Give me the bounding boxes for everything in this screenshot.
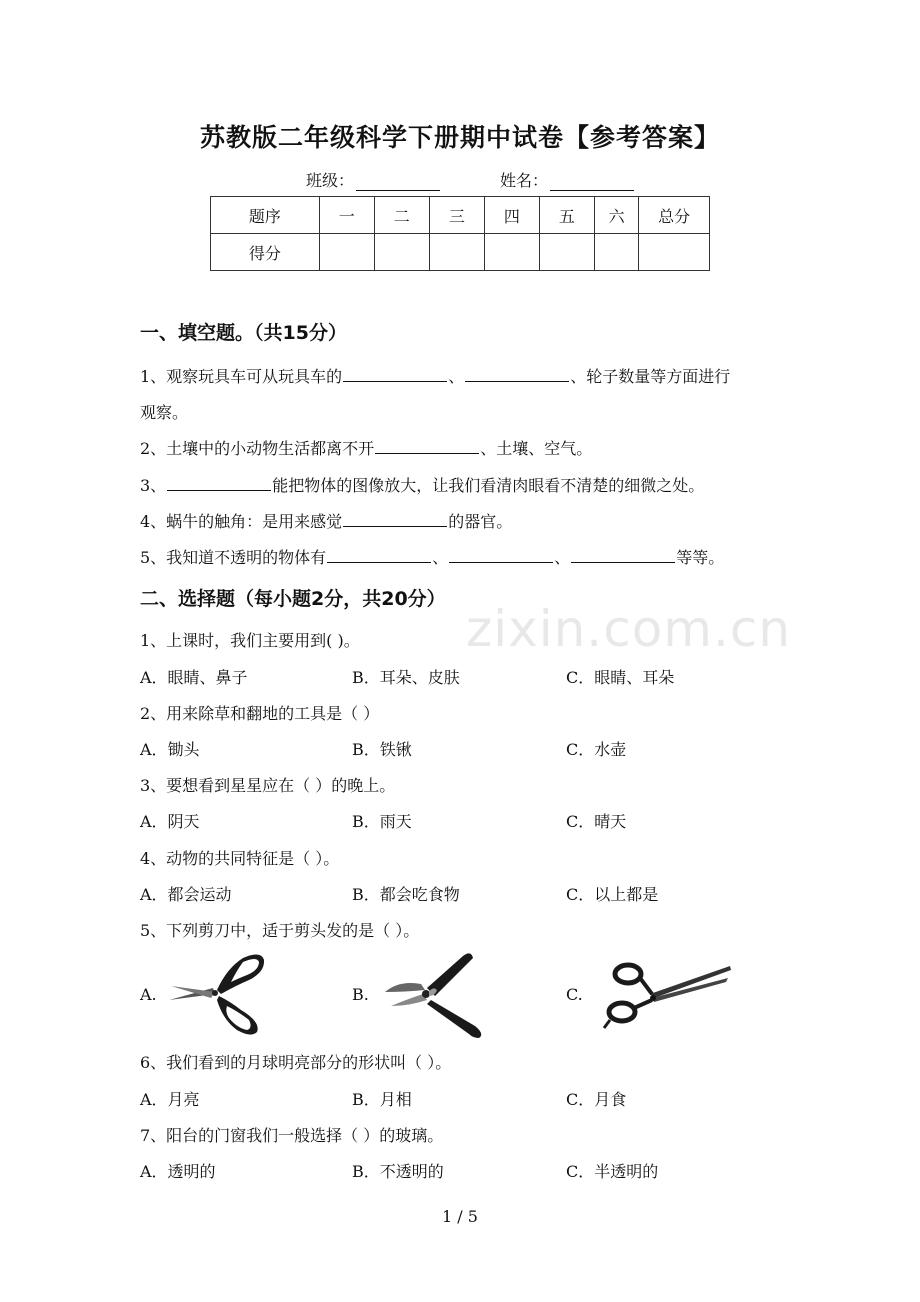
score-header-cell: 六 [594, 197, 638, 234]
fill-question-4 [140, 509, 512, 532]
choice-option-b: B．雨天 [352, 812, 412, 831]
class-field [306, 168, 440, 191]
choice-question-stem: 5、下列剪刀中，适于剪头发的是（ ）。 [140, 921, 420, 940]
choice-question-stem: 6、我们看到的月球明亮部分的形状叫（ ）。 [140, 1053, 452, 1072]
score-table-score-row [211, 234, 710, 271]
choice-question-stem: 2、用来除草和翻地的工具是（ ） [140, 704, 380, 723]
answer-blank [375, 437, 479, 454]
q3-text-cont: 能把物体的图像放大，让我们看清肉眼看不清楚的细微之处。 [272, 476, 705, 495]
choice-option-c: C．月食 [566, 1090, 627, 1109]
q1-sep: 、 [448, 367, 465, 386]
score-cell [594, 234, 638, 271]
answer-blank [327, 546, 431, 563]
score-table [210, 196, 710, 271]
choice-option-b: B．月相 [352, 1090, 412, 1109]
choice-option-a: A. [140, 985, 157, 1004]
exam-title: 苏教版二年级科学下册期中试卷【参考答案】 [199, 123, 720, 152]
score-header-cell: 五 [539, 197, 594, 234]
score-cell [484, 234, 539, 271]
q1-text-cont: 、轮子数量等方面进行 [570, 367, 731, 386]
choice-option-c: C．晴天 [566, 812, 627, 831]
choice-option-c: C．眼睛、耳朵 [566, 668, 675, 687]
score-header-cell: 一 [319, 197, 374, 234]
class-label: 班级： [306, 171, 355, 190]
score-header-cell: 二 [374, 197, 429, 234]
household-scissors-icon [165, 948, 270, 1038]
choice-question-stem: 3、要想看到星星应在（ ）的晚上。 [140, 776, 396, 795]
choice-option-a: A．锄头 [140, 740, 200, 759]
score-cell [374, 234, 429, 271]
answer-blank [465, 365, 569, 382]
q1-text: 1、观察玩具车可从玩具车的 [140, 367, 343, 386]
score-row-label: 得分 [211, 234, 320, 271]
q5-text: 5、我知道不透明的物体有 [140, 548, 327, 567]
fill-question-5 [140, 545, 724, 568]
answer-blank [449, 546, 553, 563]
choice-option-c: C．水壶 [566, 740, 627, 759]
choice-question-stem: 7、阳台的门窗我们一般选择（ ）的玻璃。 [140, 1126, 444, 1145]
choice-question-stem: 4、动物的共同特征是（ ）。 [140, 849, 340, 868]
name-blank [550, 174, 634, 191]
answer-blank [167, 474, 271, 491]
choice-option-c: C．半透明的 [566, 1162, 659, 1181]
q4-text: 4、蜗牛的触角：是用来感觉 [140, 512, 343, 531]
answer-blank [343, 365, 447, 382]
score-table-header-row [211, 197, 710, 234]
score-header-cell: 四 [484, 197, 539, 234]
choice-option-a: A．都会运动 [140, 885, 232, 904]
choice-option-b: B．不透明的 [352, 1162, 444, 1181]
answer-blank [343, 510, 447, 527]
name-field [500, 168, 634, 191]
hair-scissors-icon [598, 958, 733, 1030]
name-label: 姓名： [500, 171, 549, 190]
score-header-cell: 总分 [639, 197, 710, 234]
q5-sep: 、 [432, 548, 449, 567]
class-blank [356, 174, 440, 191]
choice-question-stem: 1、上课时，我们主要用到( )。 [140, 631, 360, 650]
page-indicator: 1 / 5 [442, 1207, 478, 1226]
score-header-cell: 题序 [211, 197, 320, 234]
pruning-shears-icon [383, 948, 493, 1038]
score-cell [429, 234, 484, 271]
q2-text-cont: 、土壤、空气。 [480, 439, 593, 458]
score-cell [639, 234, 710, 271]
choice-option-a: A．眼睛、鼻子 [140, 668, 248, 687]
q4-text-cont: 的器官。 [448, 512, 513, 531]
section-2-heading: 二、选择题（每小题2分，共20分） [140, 588, 446, 610]
choice-option-b: B．耳朵、皮肤 [352, 668, 460, 687]
choice-option-a: A．阴天 [140, 812, 200, 831]
section-1-heading: 一、填空题。（共15分） [140, 322, 347, 344]
score-cell [319, 234, 374, 271]
watermark: zixin.com.cn [466, 600, 792, 658]
score-cell [539, 234, 594, 271]
choice-option-c: C. [566, 985, 583, 1004]
fill-question-3 [140, 473, 704, 496]
choice-option-a: A．透明的 [140, 1162, 216, 1181]
choice-option-b: B．铁锹 [352, 740, 412, 759]
choice-option-c: C．以上都是 [566, 885, 659, 904]
choice-option-b: B. [352, 985, 369, 1004]
score-header-cell: 三 [429, 197, 484, 234]
q5-text-cont: 等等。 [676, 548, 725, 567]
choice-option-a: A．月亮 [140, 1090, 200, 1109]
fill-question-1-wrap: 观察。 [140, 403, 189, 422]
q5-sep: 、 [554, 548, 571, 567]
fill-question-2 [140, 436, 592, 459]
choice-option-b: B．都会吃食物 [352, 885, 460, 904]
q3-text: 3、 [140, 476, 167, 495]
q2-text: 2、土壤中的小动物生活都离不开 [140, 439, 375, 458]
fill-question-1 [140, 364, 730, 387]
answer-blank [571, 546, 675, 563]
